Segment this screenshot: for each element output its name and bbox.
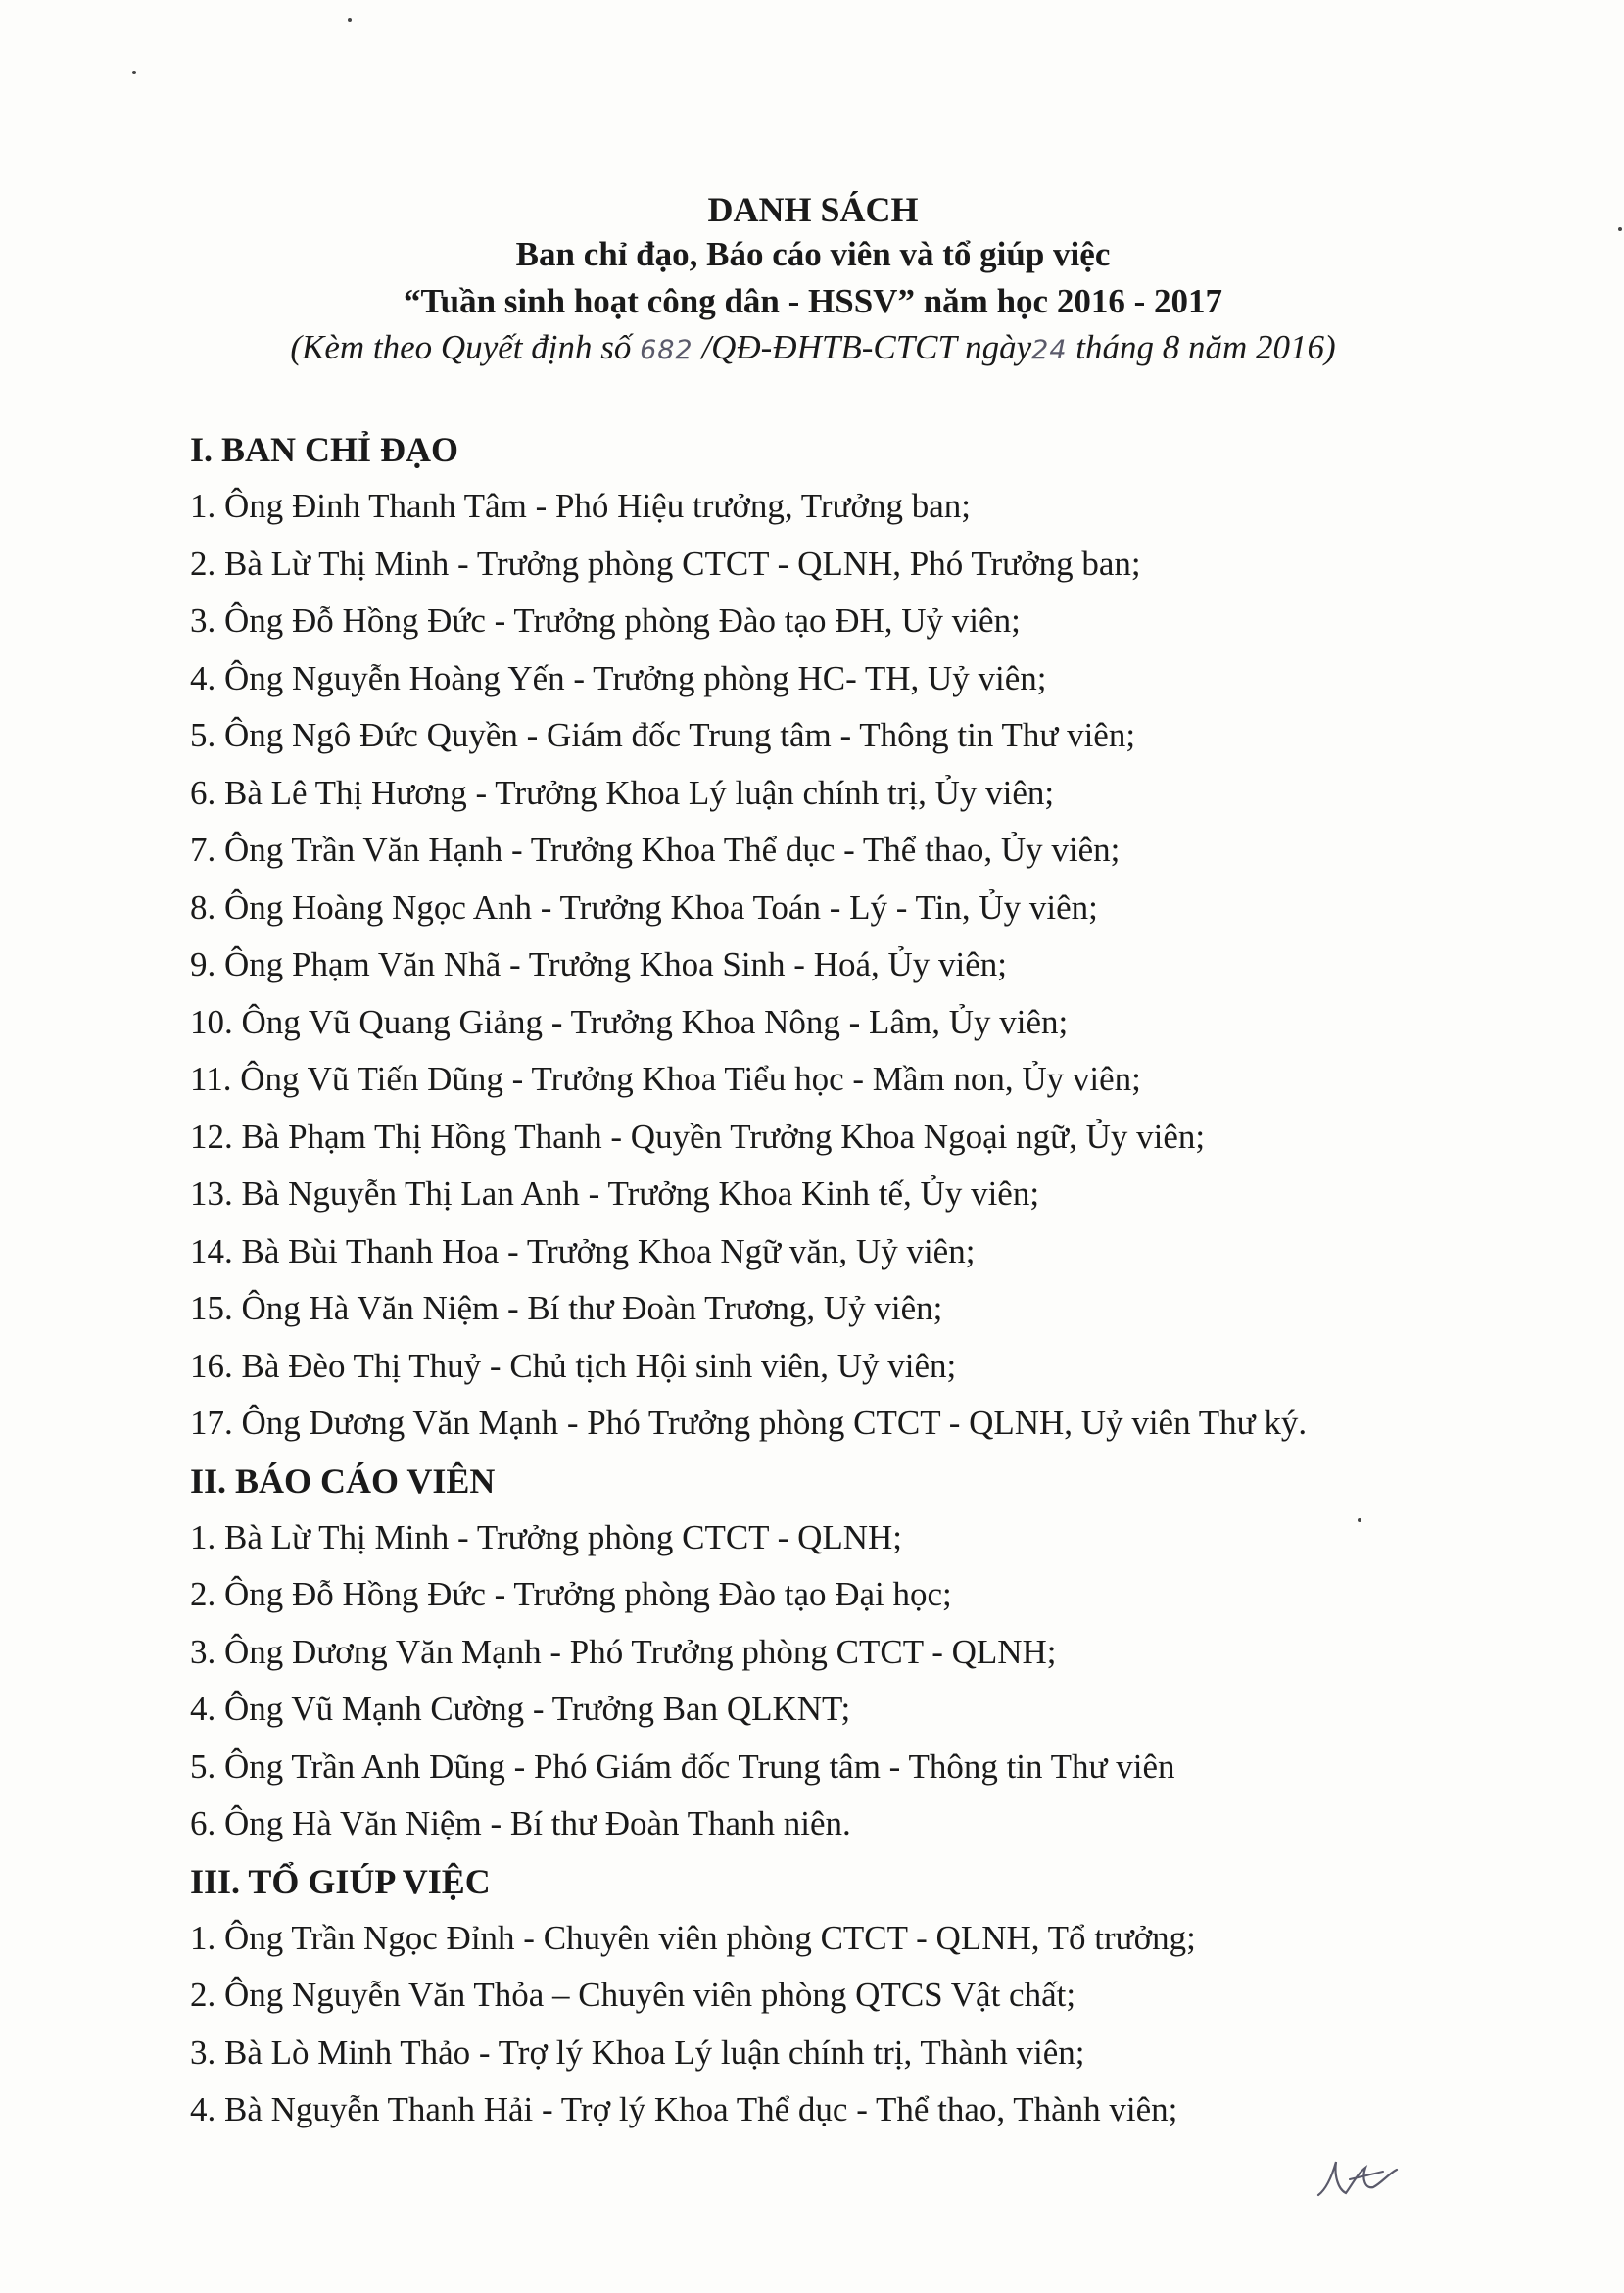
section-title: III. TỔ GIÚP VIỆC [190,1861,491,1901]
scan-speck [132,71,136,74]
list-item: 2. Ông Nguyễn Văn Thỏa – Chuyên viên phòng QTCS Vật chất; [190,1976,1076,2014]
list-item: 7. Ông Trần Văn Hạnh - Trưởng Khoa Thể dục - Thể thao, Ủy viên; [190,831,1121,869]
list-item: 2. Bà Lừ Thị Minh - Trưởng phòng CTCT - QLNH, Phó Trưởng ban; [190,544,1141,583]
list-item: 4. Bà Nguyễn Thanh Hải - Trợ lý Khoa Thể dục - Thể thao, Thành viên; [190,2090,1178,2128]
section-to-giup-viec [190,1853,1581,2139]
list-item: 10. Ông Vũ Quang Giảng - Trưởng Khoa Nông - Lâm, Ủy viên; [190,1002,1069,1041]
section-ban-chi-dao [190,421,1581,1453]
list-item: 15. Ông Hà Văn Niệm - Bí thư Đoàn Trương, Uỷ viên; [190,1289,943,1327]
list-item: 5. Ông Trần Anh Dũng - Phó Giám đốc Trung tâm - Thông tin Thư viên [190,1746,1175,1786]
list-item: 1. Ông Trần Ngọc Đỉnh - Chuyên viên phòng CTCT - QLNH, Tổ trưởng; [190,1918,1196,1957]
list-item: 16. Bà Đèo Thị Thuỷ - Chủ tịch Hội sinh viên, Uỷ viên; [190,1346,957,1385]
list-item: 6. Bà Lê Thị Hương - Trưởng Khoa Lý luận chính trị, Ủy viên; [190,773,1055,812]
list-item: 1. Ông Đinh Thanh Tâm - Phó Hiệu trưởng, Trưởng ban; [190,487,971,525]
handwritten-day: 24 [1031,335,1068,365]
section-title: I. BAN CHỈ ĐẠO [190,430,459,469]
document-subtitle-1: Ban chỉ đạo, Báo cáo viên và tổ giúp việc [515,235,1111,273]
list-item: 1. Bà Lừ Thị Minh - Trưởng phòng CTCT - QLNH; [190,1517,903,1556]
list-item: 3. Ông Dương Văn Mạnh - Phó Trưởng phòng CTCT - QLNH; [190,1632,1057,1671]
list-item: 8. Ông Hoàng Ngọc Anh - Trưởng Khoa Toán - Lý - Tin, Ủy viên; [190,887,1098,927]
decision-note-part-1: (Kèm theo Quyết định số [290,328,641,366]
list-item: 4. Ông Vũ Mạnh Cường - Trưởng Ban QLKNT; [190,1690,851,1728]
document-title: DANH SÁCH [707,190,919,229]
section-title: II. BÁO CÁO VIÊN [190,1460,496,1501]
document-subtitle-2: “Tuần sinh hoạt công dân - HSSV” năm học 2016 - 2017 [403,282,1222,320]
list-item: 2. Ông Đỗ Hồng Đức - Trưởng phòng Đào tạo Đại học; [190,1575,952,1613]
decision-note-part-3: tháng 8 năm 2016) [1067,328,1336,366]
list-item: 9. Ông Phạm Văn Nhã - Trưởng Khoa Sinh - Hoá, Ủy viên; [190,945,1008,983]
scan-speck [348,18,352,22]
decision-note-part-2: /QĐ-ĐHTB-CTCT ngày [693,328,1032,366]
handwritten-decision-number: 682 [640,335,693,365]
document-body [190,421,1581,2139]
list-item: 3. Ông Đỗ Hồng Đức - Trưởng phòng Đào tạo ĐH, Uỷ viên; [190,601,1021,640]
decision-reference [176,325,1450,373]
section-bao-cao-vien [190,1453,1581,1853]
list-item: 11. Ông Vũ Tiến Dũng - Trưởng Khoa Tiểu học - Mầm non, Ủy viên; [190,1060,1141,1098]
list-item: 12. Bà Phạm Thị Hồng Thanh - Quyền Trưởng Khoa Ngoại ngữ, Ủy viên; [190,1117,1206,1156]
handwritten-initials [1313,2150,1401,2204]
scan-speck [1618,227,1622,231]
list-item: 17. Ông Dương Văn Mạnh - Phó Trưởng phòng CTCT - QLNH, Uỷ viên Thư ký. [190,1404,1308,1442]
list-item: 4. Ông Nguyễn Hoàng Yến - Trưởng phòng HC- TH, Uỷ viên; [190,658,1047,697]
list-item: 5. Ông Ngô Đức Quyền - Giám đốc Trung tâm - Thông tin Thư viên; [190,716,1136,754]
list-item: 14. Bà Bùi Thanh Hoa - Trưởng Khoa Ngữ văn, Uỷ viên; [190,1231,976,1270]
list-item: 13. Bà Nguyễn Thị Lan Anh - Trưởng Khoa Kinh tế, Ủy viên; [190,1174,1040,1213]
list-item: 6. Ông Hà Văn Niệm - Bí thư Đoàn Thanh niên. [190,1804,851,1842]
document-header [176,188,1450,373]
list-item: 3. Bà Lò Minh Thảo - Trợ lý Khoa Lý luận chính trị, Thành viên; [190,2032,1085,2072]
